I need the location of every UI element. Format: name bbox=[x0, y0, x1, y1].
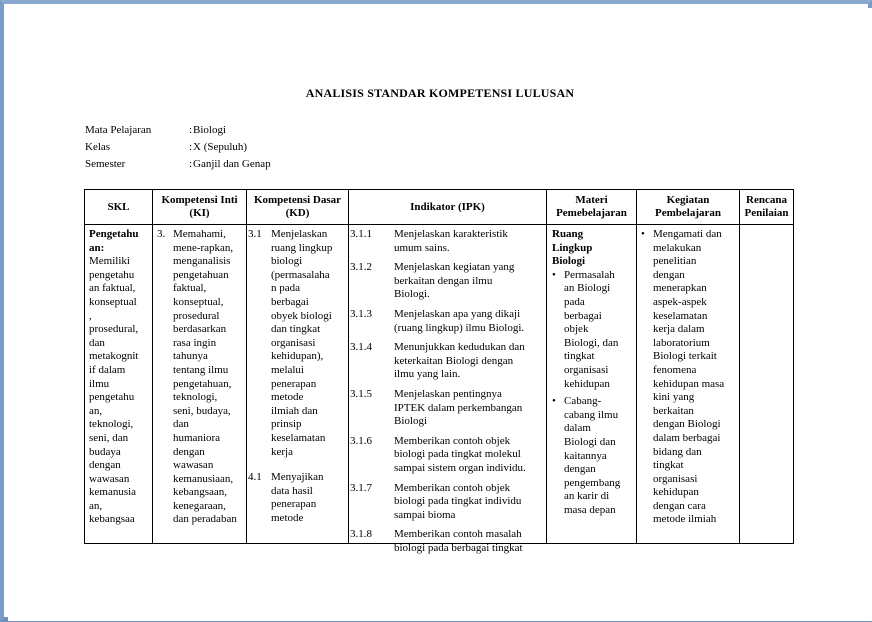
kd-line: berbagai bbox=[271, 295, 309, 308]
ipk-line: Menjelaskan kegiatan yang bbox=[394, 261, 515, 274]
ipk-number: 3.1.2 bbox=[350, 261, 372, 274]
kd-text bbox=[271, 471, 324, 525]
ipk-item bbox=[350, 341, 543, 382]
materi-line: kehidupan bbox=[564, 377, 610, 390]
ipk-line: Menjelaskan karakteristik bbox=[394, 228, 508, 240]
skl-line: budaya bbox=[89, 445, 121, 458]
meta-value: Biologi bbox=[193, 124, 227, 136]
kegiatan-line: kerja dalam bbox=[653, 323, 705, 336]
ipk-line: sampai sistem organ individu. bbox=[394, 461, 526, 474]
kd-line: metode bbox=[271, 391, 304, 404]
kd-line: biologi bbox=[271, 255, 303, 268]
skl-line: , bbox=[89, 309, 92, 322]
ipk-line: Menjelaskan apa yang dikaji bbox=[394, 307, 521, 320]
kd-line: data hasil bbox=[271, 484, 313, 497]
skl-line: an, bbox=[89, 499, 103, 512]
skl-line: ilmu bbox=[89, 377, 110, 390]
ipk-line: Memberikan contoh objek bbox=[394, 481, 511, 494]
materi-line: kaitannya bbox=[564, 449, 607, 462]
cell-kd bbox=[247, 225, 349, 544]
ki-line: kemanusiaan, bbox=[173, 472, 234, 485]
kegiatan-line: metode ilmiah bbox=[653, 513, 717, 526]
materi-bullet bbox=[552, 395, 633, 517]
table-header-row bbox=[85, 190, 794, 225]
materi-line: masa depan bbox=[564, 503, 616, 516]
ipk-line: keterkaitan Biologi dengan bbox=[394, 354, 514, 367]
meta-value: X (Sepuluh) bbox=[193, 141, 248, 153]
ipk-line: biologi pada tingkat molekul bbox=[394, 448, 521, 461]
kd-line: ilmiah dan bbox=[271, 404, 318, 417]
ipk-number: 3.1.5 bbox=[350, 387, 372, 400]
kegiatan-line: fenomena bbox=[653, 363, 697, 376]
kd-line: ruang lingkup bbox=[271, 241, 333, 254]
materi-line: pengembang bbox=[564, 476, 621, 489]
kd-line: metode bbox=[271, 511, 304, 524]
cell-ki bbox=[153, 225, 247, 544]
ipk-item bbox=[350, 261, 543, 302]
ipk-line: Biologi. bbox=[394, 288, 430, 301]
ipk-line: biologi pada berbagai tingkat bbox=[394, 541, 523, 554]
skl-line: metakognit bbox=[89, 350, 139, 363]
materi-bullet bbox=[552, 269, 633, 391]
kd-number: 3.1 bbox=[248, 228, 262, 240]
kd-line: n pada bbox=[271, 282, 301, 295]
meta-row: Kelas : X (Sepuluh) bbox=[85, 139, 271, 156]
ipk-item bbox=[350, 482, 543, 523]
skl-line: kebangsaa bbox=[89, 513, 135, 526]
kd-line: penerapan bbox=[271, 498, 317, 511]
cell-ipk bbox=[349, 225, 547, 554]
ki-line: tahunya bbox=[173, 350, 208, 363]
kd-text bbox=[271, 228, 332, 459]
ipk-item bbox=[350, 528, 543, 555]
header-penilaian: Rencana Penilaian bbox=[740, 190, 794, 225]
skl-line: if dalam bbox=[89, 363, 126, 376]
ipk-number: 3.1.8 bbox=[350, 528, 372, 541]
kd-line: Menjelaskan bbox=[271, 228, 328, 240]
kd-item bbox=[248, 471, 345, 525]
ipk-text bbox=[394, 228, 508, 255]
ipk-item bbox=[350, 388, 543, 429]
meta-row: Mata Pelajaran : Biologi bbox=[85, 122, 271, 139]
skl-line: Memiliki bbox=[89, 255, 130, 268]
ipk-line: Memberikan contoh objek bbox=[394, 434, 511, 447]
materi-line: tingkat bbox=[564, 350, 595, 363]
ipk-line: berkaitan dengan ilmu bbox=[394, 274, 493, 287]
ki-line: berdasarkan bbox=[173, 323, 227, 336]
kd-line: kehidupan), bbox=[271, 350, 324, 363]
kegiatan-line: menerapkan bbox=[653, 282, 707, 295]
cell-skl bbox=[85, 225, 153, 544]
materi-line: pada bbox=[564, 295, 585, 308]
ki-line: wawasan bbox=[173, 459, 214, 472]
ipk-text bbox=[394, 341, 525, 382]
ipk-number: 3.1.3 bbox=[350, 307, 372, 320]
ipk-number: 3.1.6 bbox=[350, 434, 372, 447]
kegiatan-line: penelitian bbox=[653, 255, 697, 268]
ipk-number: 3.1.4 bbox=[350, 341, 372, 354]
ki-line: faktual, bbox=[173, 282, 207, 295]
kegiatan-line: Mengamati dan bbox=[653, 228, 722, 240]
ipk-line: (ruang lingkup) ilmu Biologi. bbox=[394, 321, 525, 334]
meta-label: Semester bbox=[85, 158, 126, 170]
skl-line: konseptual bbox=[89, 295, 137, 308]
ki-line: pengetahuan, bbox=[173, 377, 232, 390]
meta-value: Ganjil dan Genap bbox=[193, 158, 271, 170]
kd-line: (permasalaha bbox=[271, 268, 330, 281]
ipk-line: ilmu yang lain. bbox=[394, 368, 461, 381]
kegiatan-line: keselamatan bbox=[653, 309, 708, 322]
skl-line: pengetahu bbox=[89, 391, 135, 404]
kd-item bbox=[248, 228, 345, 459]
bullet-icon: • bbox=[641, 228, 645, 240]
skl-line: wawasan bbox=[89, 472, 130, 485]
kd-line: melalui bbox=[271, 363, 304, 376]
header-kd: Kompetensi Dasar (KD) bbox=[247, 190, 349, 225]
materi-line: Biologi, dan bbox=[564, 336, 619, 349]
kd-line: kerja bbox=[271, 445, 293, 458]
ipk-text bbox=[394, 308, 524, 335]
ki-line: dengan bbox=[173, 445, 205, 458]
kegiatan-line: dengan bbox=[653, 268, 685, 281]
kegiatan-line: melakukan bbox=[653, 241, 702, 254]
ipk-line: Memberikan contoh masalah bbox=[394, 528, 522, 541]
skl-analysis-table bbox=[84, 189, 794, 554]
ipk-line: IPTEK dalam perkembangan bbox=[394, 401, 523, 414]
ipk-text bbox=[394, 261, 514, 302]
kegiatan-line: berkaitan bbox=[653, 404, 694, 417]
ipk-item bbox=[350, 435, 543, 476]
materi-line: berbagai bbox=[564, 309, 602, 322]
kegiatan-line: kehidupan bbox=[653, 486, 699, 499]
materi-line: Permasalah bbox=[564, 268, 615, 281]
header-ki: Kompetensi Inti (KI) bbox=[153, 190, 247, 225]
kd-number: 4.1 bbox=[248, 471, 262, 484]
ipk-line: Menjelaskan pentingnya bbox=[394, 387, 502, 400]
skl-line: pengetahu bbox=[89, 268, 135, 281]
materi-line: an Biologi bbox=[564, 282, 611, 295]
header-ipk: Indikator (IPK) bbox=[349, 190, 547, 225]
skl-line: teknologi, bbox=[89, 418, 134, 431]
ki-line: kebangsaan, bbox=[173, 486, 228, 499]
kd-line: obyek biologi bbox=[271, 309, 332, 322]
materi-line: Cabang- bbox=[564, 395, 602, 408]
kegiatan-line: kehidupan masa bbox=[653, 377, 725, 390]
kegiatan-line: laboratorium bbox=[653, 336, 710, 349]
bullet-icon: • bbox=[552, 395, 556, 408]
skl-line: seni, dan bbox=[89, 431, 129, 444]
kegiatan-text bbox=[653, 228, 724, 527]
document-page bbox=[8, 8, 872, 621]
skl-heading: Pengetahu an: bbox=[89, 228, 139, 254]
materi-line: objek bbox=[564, 323, 589, 336]
kd-line: prinsip bbox=[271, 418, 302, 431]
meta-row: Semester : Ganjil dan Genap bbox=[85, 156, 271, 173]
ki-line: humaniora bbox=[173, 431, 221, 444]
materi-line: dalam bbox=[564, 422, 591, 435]
skl-line: dengan bbox=[89, 459, 121, 472]
kd-line: penerapan bbox=[271, 377, 317, 390]
kegiatan-line: bidang dan bbox=[653, 445, 702, 458]
kegiatan-line: tingkat bbox=[653, 459, 684, 472]
ki-line: tentang ilmu bbox=[173, 363, 229, 376]
ki-line: seni, budaya, bbox=[173, 404, 231, 417]
ipk-item bbox=[350, 228, 543, 255]
ki-line: prosedural bbox=[173, 309, 220, 322]
materi-line: organisasi bbox=[564, 363, 609, 376]
header-materi: Materi Pemebelajaran bbox=[547, 190, 637, 225]
ki-line: dan bbox=[173, 418, 189, 431]
document-meta bbox=[85, 122, 271, 173]
ipk-text bbox=[394, 482, 521, 523]
kd-line: dan tingkat bbox=[271, 323, 321, 336]
cell-penilaian bbox=[740, 225, 794, 544]
kd-line: keselamatan bbox=[271, 431, 326, 444]
ipk-item bbox=[350, 308, 543, 335]
materi-line: Biologi dan bbox=[564, 435, 616, 448]
skl-line: prosedural, bbox=[89, 323, 139, 336]
materi-bullet-text bbox=[564, 269, 618, 391]
kegiatan-line: dengan Biologi bbox=[653, 418, 721, 431]
ipk-text bbox=[394, 435, 526, 476]
ki-line: menganalisis bbox=[173, 255, 231, 268]
ki-line: teknologi, bbox=[173, 391, 218, 404]
document-title: ANALISIS STANDAR KOMPETENSI LULUSAN bbox=[305, 86, 575, 100]
cell-kegiatan bbox=[637, 225, 740, 544]
materi-heading: Ruang bbox=[552, 228, 584, 240]
materi-bullet-text bbox=[564, 395, 620, 517]
kegiatan-line: kini yang bbox=[653, 391, 695, 404]
skl-line: an faktual, bbox=[89, 282, 136, 295]
ki-number: 3. bbox=[157, 228, 166, 240]
ipk-line: Biologi bbox=[394, 415, 428, 428]
ki-line: dan peradaban bbox=[173, 513, 237, 526]
kegiatan-line: Biologi terkait bbox=[653, 350, 717, 363]
ipk-line: umum sains. bbox=[394, 241, 450, 254]
header-kegiatan: Kegiatan Pembelajaran bbox=[637, 190, 740, 225]
ki-line: mene-rapkan, bbox=[173, 241, 234, 254]
ipk-line: sampai bioma bbox=[394, 508, 456, 521]
ipk-line: Menunjukkan kedudukan dan bbox=[394, 341, 525, 354]
table-row bbox=[85, 225, 794, 544]
kegiatan-line: organisasi bbox=[653, 472, 698, 485]
ki-line: kenegaraan, bbox=[173, 499, 226, 512]
ki-line: Memahami, bbox=[173, 228, 226, 240]
kegiatan-line: dengan cara bbox=[653, 499, 706, 512]
ipk-number: 3.1.7 bbox=[350, 481, 372, 494]
skl-line: an, bbox=[89, 404, 103, 417]
ki-line: rasa ingin bbox=[173, 336, 217, 349]
materi-heading: Lingkup bbox=[552, 241, 593, 254]
materi-line: dengan bbox=[564, 463, 596, 476]
skl-line: kemanusia bbox=[89, 486, 137, 499]
ki-line: pengetahuan bbox=[173, 268, 229, 281]
cell-materi bbox=[547, 225, 637, 544]
meta-label: Kelas bbox=[85, 141, 111, 153]
header-skl: SKL bbox=[85, 190, 153, 225]
kd-line: Menyajikan bbox=[271, 471, 324, 484]
kegiatan-line: aspek-aspek bbox=[653, 295, 707, 308]
meta-label: Mata Pelajaran bbox=[85, 124, 152, 136]
ipk-number: 3.1.1 bbox=[350, 228, 372, 240]
kegiatan-line: dalam berbagai bbox=[653, 431, 721, 444]
skl-line: dan bbox=[89, 336, 105, 349]
materi-line: an karir di bbox=[564, 490, 610, 503]
kegiatan-bullet bbox=[641, 228, 736, 527]
materi-line: cabang ilmu bbox=[564, 408, 619, 421]
ipk-text bbox=[394, 528, 523, 555]
bullet-icon: • bbox=[552, 268, 556, 281]
ipk-text bbox=[394, 388, 522, 429]
ipk-line: biologi pada tingkat individu bbox=[394, 495, 522, 508]
kd-line: organisasi bbox=[271, 336, 316, 349]
materi-heading: Biologi bbox=[552, 255, 586, 268]
ki-line: konseptual, bbox=[173, 295, 224, 308]
